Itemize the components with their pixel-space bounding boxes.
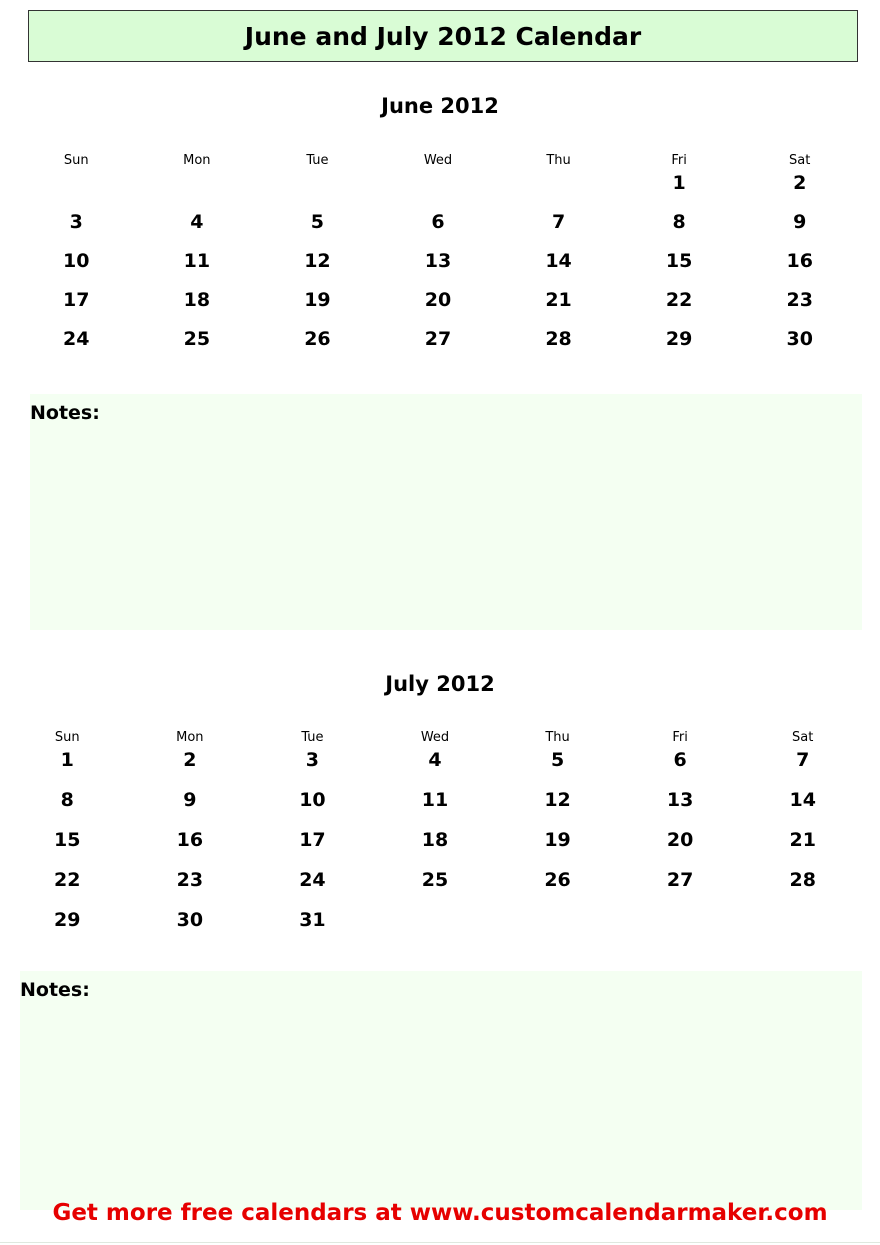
day-cell: 20 xyxy=(424,289,452,311)
day-cell: 15 xyxy=(665,250,693,272)
day-cell: 6 xyxy=(431,211,445,233)
day-cell: 30 xyxy=(176,909,204,931)
weekday-header: Mon xyxy=(183,153,211,168)
day-cell: 13 xyxy=(424,250,452,272)
day-cell: 23 xyxy=(176,869,204,891)
day-cell: 11 xyxy=(421,789,449,811)
day-cell: 4 xyxy=(428,749,442,771)
weekday-header: Wed xyxy=(420,730,450,745)
calendar-grid-june xyxy=(16,152,860,367)
empty-day-cell xyxy=(137,172,258,211)
day-cell: 7 xyxy=(796,749,810,771)
weekday-header: Tue xyxy=(306,153,329,168)
day-cell: 22 xyxy=(54,869,81,891)
day-cell: 28 xyxy=(545,328,572,350)
day-cell: 2 xyxy=(793,172,807,194)
day-cell: 15 xyxy=(54,829,81,851)
weekday-header: Sun xyxy=(63,153,89,168)
weekday-header: Fri xyxy=(671,153,687,168)
day-cell: 4 xyxy=(190,211,204,233)
day-cell: 5 xyxy=(550,749,565,771)
empty-day-cell xyxy=(257,172,378,211)
bottom-divider xyxy=(0,1242,880,1243)
day-cell: 26 xyxy=(544,869,571,891)
weekday-header: Sat xyxy=(789,153,811,168)
day-cell: 23 xyxy=(786,289,813,311)
day-cell: 28 xyxy=(789,869,816,891)
day-cell: 10 xyxy=(63,250,90,272)
day-cell: 9 xyxy=(183,789,197,811)
day-cell: 31 xyxy=(299,909,326,931)
weekday-header: Sun xyxy=(54,730,80,745)
day-cell: 9 xyxy=(793,211,807,233)
day-cell: 17 xyxy=(299,829,326,851)
day-cell: 20 xyxy=(666,829,694,851)
day-cell: 29 xyxy=(665,328,693,350)
day-cell: 6 xyxy=(673,749,687,771)
day-cell: 1 xyxy=(60,749,74,771)
day-cell: 19 xyxy=(544,829,571,851)
notes-area-june xyxy=(30,394,862,630)
day-cell: 11 xyxy=(183,250,211,272)
calendar-title: June and July 2012 Calendar xyxy=(28,10,858,62)
day-cell: 29 xyxy=(54,909,81,931)
day-cell: 21 xyxy=(545,289,572,311)
day-cell: 16 xyxy=(176,829,204,851)
day-cell: 25 xyxy=(421,869,449,891)
notes-label-june: Notes: xyxy=(30,402,100,424)
day-cell: 3 xyxy=(305,749,320,771)
day-cell: 8 xyxy=(672,211,686,233)
day-cell: 16 xyxy=(786,250,813,272)
day-cell: 12 xyxy=(544,789,571,811)
day-cell: 21 xyxy=(789,829,816,851)
day-cell: 8 xyxy=(60,789,74,811)
day-cell: 14 xyxy=(545,250,572,272)
day-cell: 3 xyxy=(69,211,83,233)
weekday-header: Thu xyxy=(546,153,571,168)
day-cell: 27 xyxy=(666,869,694,891)
day-cell: 19 xyxy=(304,289,331,311)
day-cell: 10 xyxy=(299,789,326,811)
day-cell: 14 xyxy=(789,789,816,811)
day-cell: 13 xyxy=(666,789,694,811)
day-cell: 12 xyxy=(304,250,331,272)
day-cell: 18 xyxy=(421,829,449,851)
day-cell: 5 xyxy=(310,211,325,233)
empty-day-cell xyxy=(16,172,137,211)
day-cell: 27 xyxy=(424,328,452,350)
empty-day-cell xyxy=(498,172,619,211)
weekday-header: Thu xyxy=(545,730,570,745)
notes-area-july xyxy=(20,971,862,1210)
month-title-july: July 2012 xyxy=(385,672,495,696)
calendar-grid-july xyxy=(6,729,864,949)
day-cell: 26 xyxy=(304,328,331,350)
weekday-header: Tue xyxy=(301,730,324,745)
weekday-header: Fri xyxy=(672,730,688,745)
day-cell: 24 xyxy=(299,869,326,891)
footer-link-text[interactable]: Get more free calendars at www.customcalendarmaker.com xyxy=(52,1200,828,1226)
day-cell: 2 xyxy=(183,749,197,771)
day-cell: 30 xyxy=(786,328,813,350)
month-title-june: June 2012 xyxy=(381,94,499,118)
weekday-header: Mon xyxy=(176,730,204,745)
day-cell: 1 xyxy=(672,172,686,194)
empty-day-cell xyxy=(378,172,499,211)
weekday-header: Wed xyxy=(423,153,453,168)
day-cell: 18 xyxy=(183,289,211,311)
weekday-header: Sat xyxy=(792,730,814,745)
day-cell: 22 xyxy=(665,289,693,311)
day-cell: 25 xyxy=(183,328,211,350)
day-cell: 17 xyxy=(63,289,90,311)
day-cell: 24 xyxy=(63,328,90,350)
day-cell: 7 xyxy=(551,211,566,233)
notes-label-july: Notes: xyxy=(20,979,90,1001)
